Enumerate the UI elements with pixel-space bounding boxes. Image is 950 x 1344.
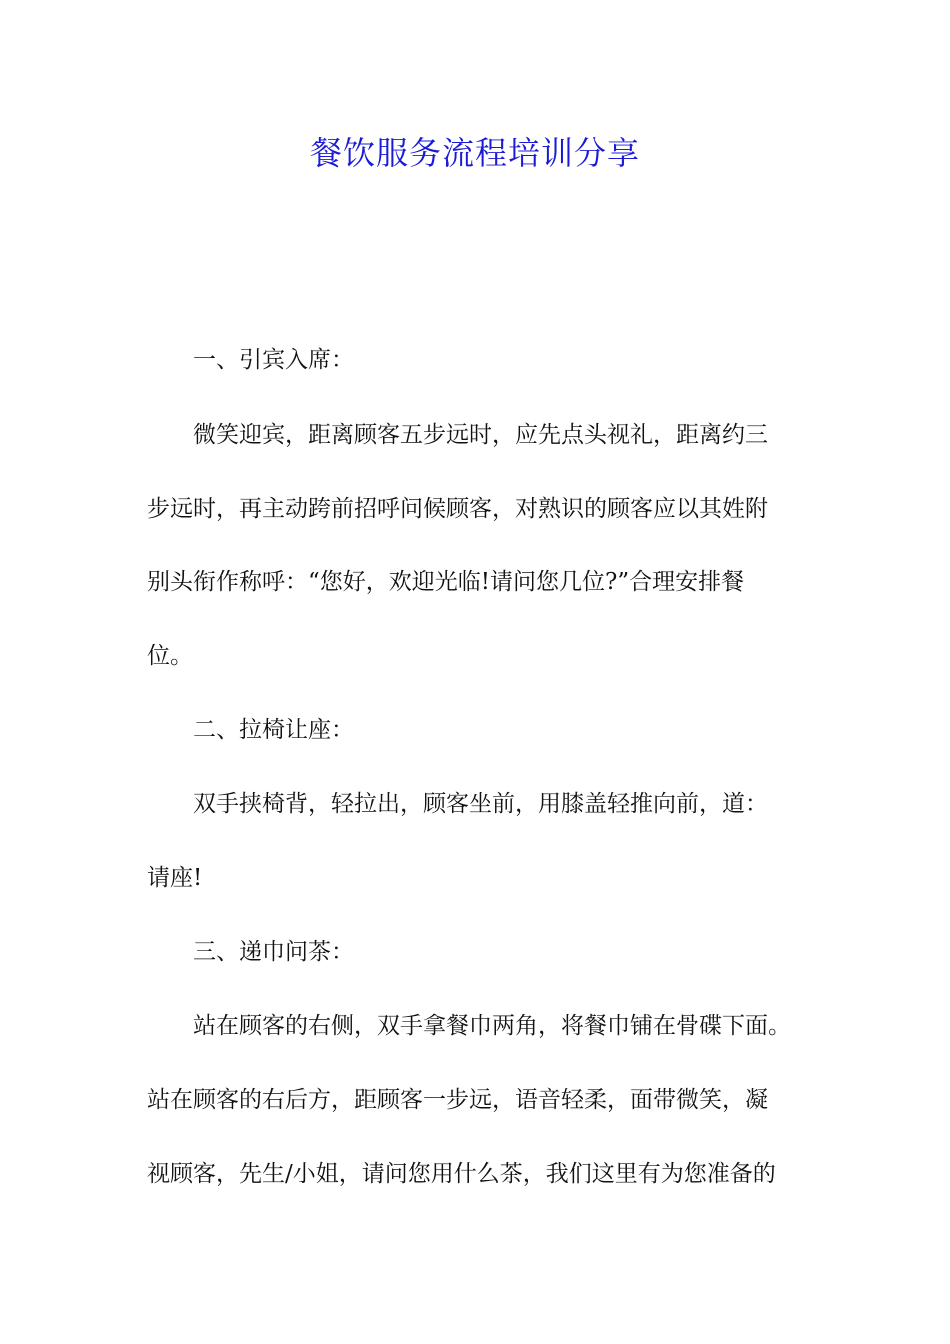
- section-heading-2: 二、拉椅让座：: [193, 717, 354, 743]
- paragraph-line: 双手挟椅背，轻拉出，顾客坐前，用膝盖轻推向前，道：: [193, 791, 768, 817]
- paragraph-line: 微笑迎宾，距离顾客五步远时，应先点头视礼，距离约三: [193, 422, 768, 448]
- section-heading-3: 三、递巾问茶：: [193, 939, 354, 965]
- paragraph-line: 站在顾客的右侧，双手拿餐巾两角，将餐巾铺在骨碟下面。: [193, 1013, 791, 1039]
- paragraph-line: 请座!: [147, 865, 203, 891]
- paragraph-line: 步远时，再主动跨前招呼问候顾客，对熟识的顾客应以其姓附: [147, 496, 768, 522]
- paragraph-line: 位。: [147, 643, 193, 669]
- paragraph-line: 视顾客，先生/小姐，请问您用什么茶，我们这里有为您准备的: [147, 1161, 776, 1187]
- paragraph-line: 站在顾客的右后方，距顾客一步远，语音轻柔，面带微笑，凝: [147, 1087, 768, 1113]
- section-heading-1: 一、引宾入席：: [193, 347, 354, 373]
- paragraph-line: 别头衔作称呼：“您好，欢迎光临!请问您几位?”合理安排餐: [147, 569, 745, 595]
- document-title: 餐饮服务流程培训分享: [309, 134, 640, 172]
